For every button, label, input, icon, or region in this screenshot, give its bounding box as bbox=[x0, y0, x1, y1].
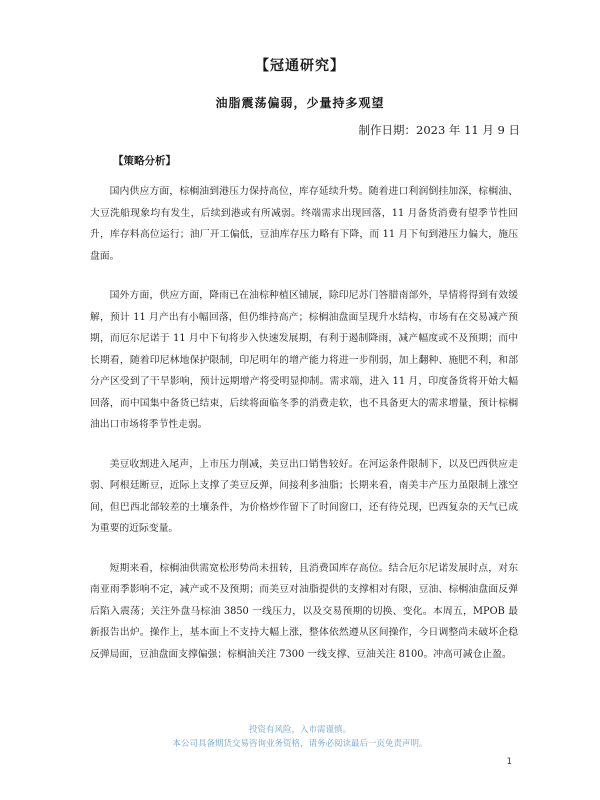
document-title: 油脂震荡偏弱，少量持多观望 bbox=[215, 96, 385, 110]
page-number: 1 bbox=[506, 757, 512, 767]
section-heading-strategy: 【策略分析】 bbox=[113, 155, 176, 167]
document-body bbox=[90, 181, 518, 683]
risk-disclaimer bbox=[0, 723, 600, 751]
paragraph-domestic-supply: 国内供应方面，棕榈油到港压力保持高位，库存延续升势。随着进口利润倒挂加深，棕榈油、大豆洗船现象均有发生，后续到港或有所减弱。终端需求出现回落，11 月备货消费有望季节性回升，库存料高位运行；油厂开工偏低，豆油库存压力略有下降，而 11 月下旬到港压力偏大，施压盘面。 bbox=[90, 186, 518, 262]
paragraph-outlook: 短期来看，棕榈油供需宽松形势尚未扭转，且消费国库存高位。结合厄尔尼诺发展时点，对东南亚雨季影响不定，减产或不及预期；而美豆对油脂提供的支撑相对有限，豆油、棕榈油盘面反弹后陷入震荡；关注外盘马棕油 3850 一线压力，以及交易预期的切换、变化。本周五，MPOB 最新报告出炉。操作上，基本面上不支持大幅上涨，整体依然遵从区间操作，今日调整尚未破坏企稳反弹局面，豆油盘面支撑偏强；棕榈油关注 7300 一线支撑、豆油关注 8100。冲高可减仓止盈。 bbox=[90, 562, 518, 660]
paragraph-soybean: 美豆收割进入尾声，上市压力削减，美豆出口销售较好。在河运条件限制下，以及巴西供应走弱、阿根廷断豆，近际上支撑了美豆反弹，间接利多油脂；长期来看，南美丰产压力虽限制上涨空间，但巴西北部较差的土壤条件，为价格炒作留下了时间窗口，还有待兑现，巴西复杂的天气已成为重要的近际变量。 bbox=[90, 458, 518, 534]
disclaimer-line-1: 投资有风险，入市需谨慎。 bbox=[248, 725, 351, 735]
paragraph-foreign-supply: 国外方面，供应方面，降雨已在油棕种植区铺展，除印尼苏门答腊南部外，旱情将得到有效缓解，预计 11 月产出有小幅回落，但仍维持高产；棕榈油盘面呈现升水结构，市场有在交易减产预期，而厄尔尼诺于 11 月中下旬将步入快速发展期，有利于遏制降雨，减产幅度或不及预期；而中长期看，随着印尼林地保护限制，印尼明年的增产能力将进一步削弱，加上翻种、施肥不利，和部分产区受到了干旱影响，预计远期增产将受明显抑制。需求端，进入 11 月，印度备货将开始大幅回落，而中国集中备货已结束，后续将面临冬季的消费走软，也不具备更大的需求增量，预计棕榈油出口市场将季节性走弱。 bbox=[90, 290, 518, 430]
report-header-title: 【冠通研究】 bbox=[255, 58, 345, 74]
document-date: 制作日期：2023 年 11 月 9 日 bbox=[358, 123, 520, 137]
disclaimer-line-2: 本公司具备期货交易咨询业务资格，请务必阅读最后一页免责声明。 bbox=[172, 739, 428, 749]
